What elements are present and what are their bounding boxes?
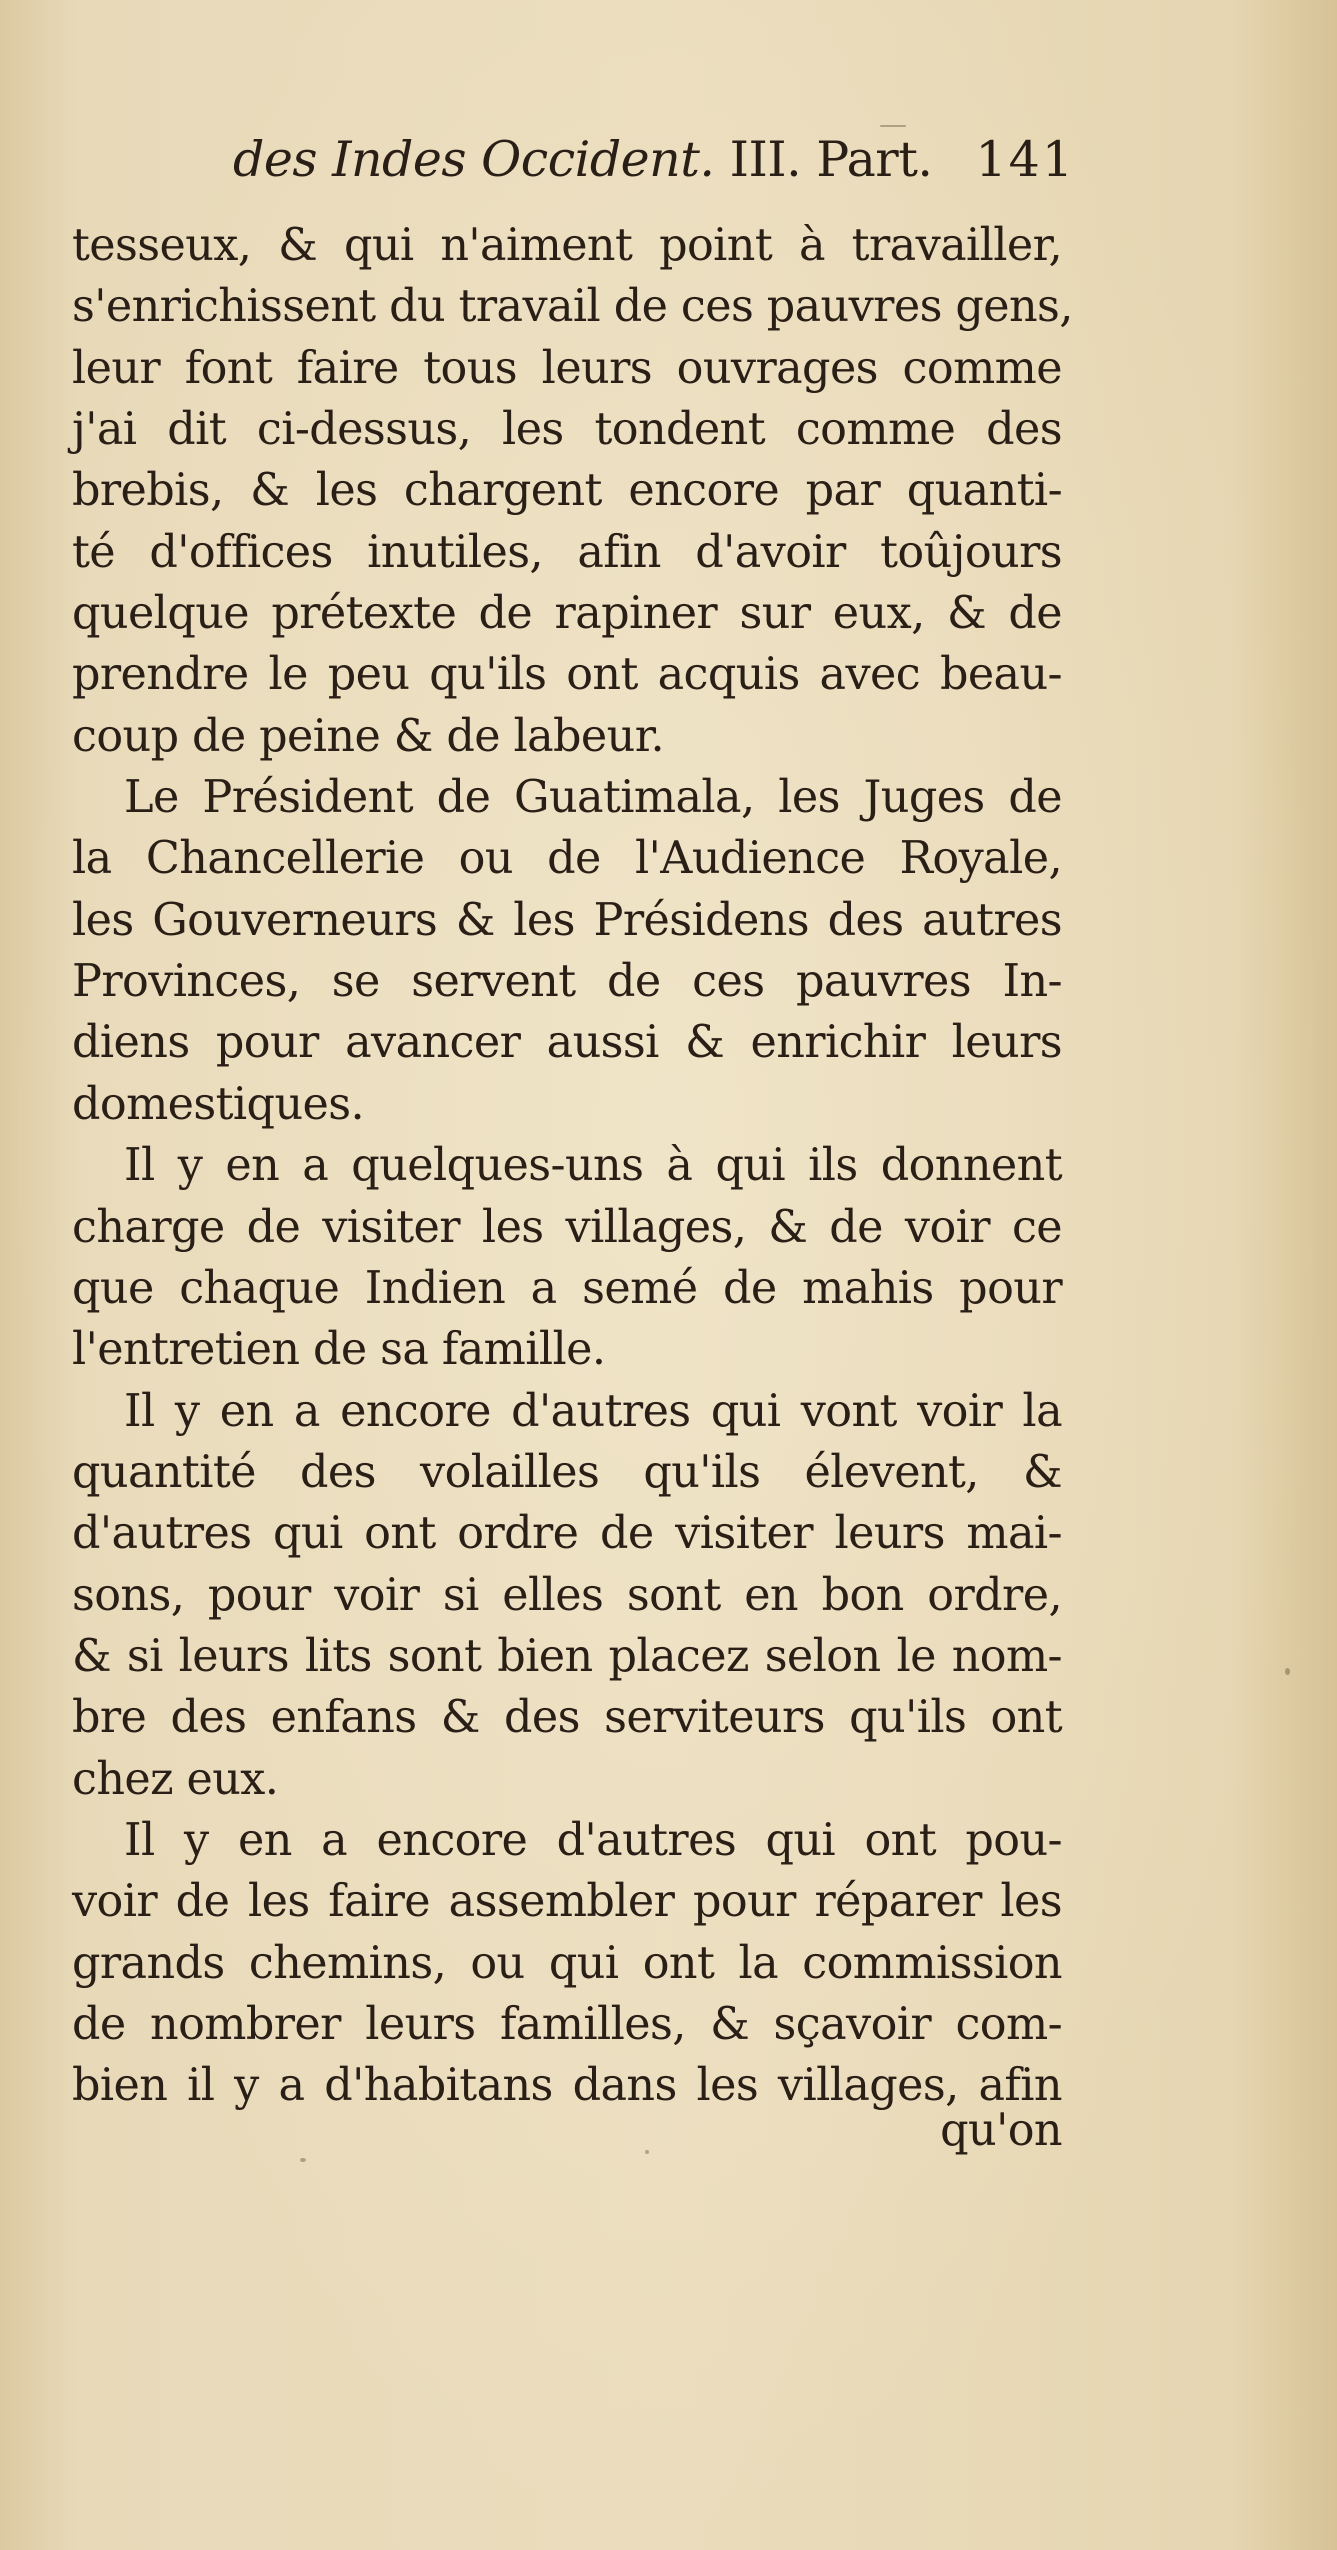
text-line: quelque prétexte de rapiner sur eux, & de — [72, 588, 1062, 640]
body-text — [72, 215, 1073, 2117]
catchword: qu'on — [940, 2105, 1062, 2156]
text-line: Le Président de Guatimala, les Juges de — [124, 772, 1062, 824]
paper-speck — [300, 2158, 306, 2162]
text-line: l'entretien de sa famille. — [72, 1324, 606, 1376]
running-head-italic: des Indes Occident. — [233, 131, 715, 188]
text-line: té d'offices inutiles, afin d'avoir toûjours — [72, 526, 1062, 578]
text-line: & si leurs lits sont bien placez selon le nom- — [72, 1630, 1062, 1682]
text-line: de nombrer leurs familles, & sçavoir com- — [72, 1998, 1062, 2050]
page-number: 141 — [975, 131, 1075, 188]
text-line: sons, pour voir si elles sont en bon ordre, — [72, 1569, 1062, 1621]
text-line: j'ai dit ci-dessus, les tondent comme des — [72, 404, 1062, 456]
text-line: diens pour avancer aussi & enrichir leurs — [72, 1017, 1062, 1069]
text-line: bien il y a d'habitans dans les villages, afin — [72, 2060, 1062, 2112]
text-line: domestiques. — [72, 1078, 365, 1130]
text-line: voir de les faire assembler pour réparer les — [72, 1876, 1062, 1928]
text-line: quantité des volailles qu'ils élevent, & — [72, 1446, 1062, 1498]
page-header — [195, 120, 1075, 200]
text-line: Il y en a encore d'autres qui ont pou- — [124, 1814, 1062, 1866]
text-line: Il y en a encore d'autres qui vont voir la — [124, 1385, 1062, 1437]
running-head — [233, 120, 932, 200]
text-line: coup de peine & de labeur. — [72, 710, 665, 762]
running-head-roman: III. Part. — [714, 131, 933, 188]
text-line: les Gouverneurs & les Présidens des autres — [72, 894, 1062, 946]
text-line: s'enrichissent du travail de ces pauvres gens, — [72, 281, 1073, 333]
text-line: la Chancellerie ou de l'Audience Royale, — [72, 833, 1062, 885]
text-line: que chaque Indien a semé de mahis pour — [72, 1262, 1062, 1314]
text-line: brebis, & les chargent encore par quanti- — [72, 465, 1062, 517]
text-line: charge de visiter les villages, & de voir ce — [72, 1201, 1062, 1253]
text-line: prendre le peu qu'ils ont acquis avec beau- — [72, 649, 1062, 701]
text-line: tesseux, & qui n'aiment point à travailler, — [72, 220, 1062, 271]
text-line: bre des enfans & des serviteurs qu'ils ont — [72, 1692, 1062, 1744]
text-line: grands chemins, ou qui ont la commission — [72, 1937, 1062, 1989]
text-line: chez eux. — [72, 1753, 279, 1805]
text-line: leur font faire tous leurs ouvrages comme — [72, 342, 1062, 394]
text-line: d'autres qui ont ordre de visiter leurs mai- — [72, 1508, 1062, 1560]
paper-speck — [645, 2150, 649, 2154]
paper-speck — [1285, 1668, 1290, 1675]
text-line: Il y en a quelques-uns à qui ils donnent — [124, 1140, 1062, 1192]
text-line: Provinces, se servent de ces pauvres In- — [72, 956, 1062, 1008]
